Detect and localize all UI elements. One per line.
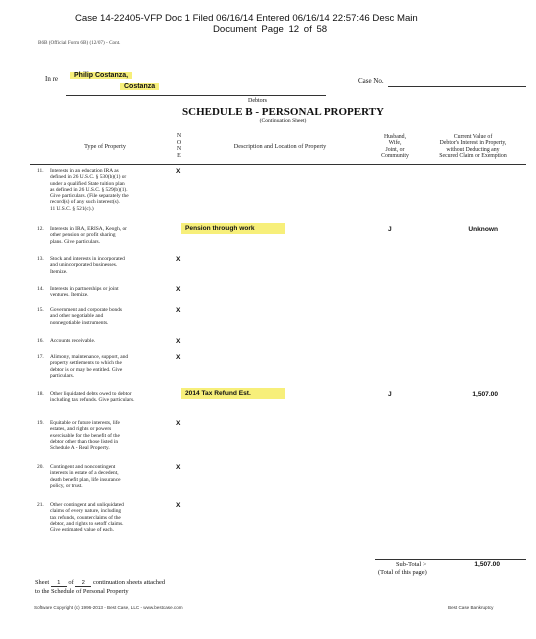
property-type-label	[50, 354, 175, 379]
none-letter: N	[176, 146, 182, 153]
property-type-line: claims of every nature, including	[50, 508, 122, 515]
property-type-label	[50, 168, 175, 212]
ownership-code: J	[388, 391, 392, 398]
property-type-line: Alimony, maintenance, support, and	[50, 354, 129, 360]
property-type-line: nonnegotiable instruments.	[50, 319, 109, 326]
property-type-line: including tax refunds. Give particulars.	[50, 397, 135, 404]
property-type-line: Itemize.	[50, 268, 68, 275]
none-letter: N	[176, 133, 182, 139]
property-type-line: particulars.	[50, 372, 75, 379]
row-number: 14.	[37, 286, 44, 292]
property-type-line: Stock and interests in incorporated	[50, 256, 125, 262]
debtors-caption: Debtors	[248, 98, 267, 104]
value-header-line: without Deducting any	[446, 146, 500, 153]
property-type-line: exercisable for the benefit of the	[50, 432, 120, 439]
property-type-line: ventures. Itemize.	[50, 292, 89, 299]
sheet-line2: to the Schedule of Personal Property	[35, 588, 129, 595]
property-type-line: estates, and rights or powers	[50, 426, 112, 433]
property-type-line: other pension or profit sharing	[50, 232, 116, 239]
hwjc-line: Joint, or	[385, 146, 405, 153]
property-type-label	[50, 391, 175, 404]
debtor-name-underline	[66, 95, 326, 96]
property-type-line: death benefit plan, life insurance	[50, 476, 121, 483]
footer-brand: Best Case Bankruptcy	[448, 605, 494, 610]
property-type-label	[50, 307, 175, 326]
none-mark: X	[176, 168, 181, 175]
sheet-number: 1	[51, 580, 67, 587]
row-number: 15.	[37, 307, 44, 313]
col-hwjc-header	[372, 134, 418, 160]
value-header-line: Debtor's Interest in Property,	[439, 140, 507, 147]
col-type-header: Type of Property	[84, 143, 126, 150]
debtor-name-1: Philip Costanza,	[70, 72, 132, 79]
property-value: 1,507.00	[472, 391, 498, 398]
property-type-line: tax refunds, counterclaims of the	[50, 514, 121, 521]
col-description-header: Description and Location of Property	[233, 143, 327, 150]
debtor-name-2: Costanza	[120, 83, 159, 90]
none-letter: O	[176, 139, 182, 146]
row-number: 21.	[37, 502, 44, 508]
sheet-prefix: Sheet	[35, 579, 50, 586]
table-top-rule	[30, 164, 526, 165]
property-type-line: Give particulars. (File separately the	[50, 193, 129, 200]
property-type-line: property settlements to which the	[50, 360, 122, 367]
sheet-info	[35, 579, 165, 587]
none-mark: X	[176, 338, 181, 345]
property-type-label	[50, 256, 175, 275]
property-type-line: defined in 26 U.S.C. § 530(b)(1) or	[50, 174, 127, 181]
subtotal-rule	[375, 559, 526, 560]
row-number: 17.	[37, 354, 44, 360]
none-mark: X	[176, 307, 181, 314]
row-number: 18.	[37, 391, 44, 397]
row-number: 20.	[37, 464, 44, 470]
property-type-line: under a qualified State tuition plan	[50, 180, 125, 187]
row-number: 16.	[37, 338, 44, 344]
hwjc-line: Community	[381, 153, 409, 160]
property-type-line: Schedule A - Real Property.	[50, 445, 110, 452]
property-type-line: Give estimated value of each.	[50, 527, 114, 534]
property-type-label	[50, 502, 175, 533]
col-value-header	[420, 134, 526, 160]
property-type-line: Equitable or future interests, life	[50, 420, 120, 426]
sheet-of: of	[68, 579, 74, 586]
property-description: Pension through work	[181, 223, 285, 234]
property-type-line: policy, or trust.	[50, 482, 83, 489]
row-number: 12.	[37, 226, 44, 232]
property-type-line: record(s) of any such interest(s).	[50, 199, 120, 206]
property-type-line: Government and corporate bonds	[50, 307, 123, 313]
hwjc-line: Husband,	[383, 134, 407, 140]
property-type-label	[50, 464, 175, 489]
value-header-line: Secured Claim or Exemption	[439, 153, 507, 160]
schedule-title: SCHEDULE B - PERSONAL PROPERTY	[182, 106, 384, 118]
ownership-code: J	[388, 226, 392, 233]
property-type-line: Accounts receivable.	[50, 338, 96, 344]
sheet-total: 2	[75, 580, 91, 587]
value-header-line: Current Value of	[453, 134, 493, 140]
property-type-line: debtor other than those listed in	[50, 438, 119, 445]
in-re-label: In re	[45, 75, 59, 83]
property-type-line: 11 U.S.C. § 521(c).)	[50, 205, 94, 212]
hwjc-line: Wife,	[388, 140, 402, 147]
case-header-line2: Document Page 12 of 58	[213, 24, 328, 35]
property-type-line: interests in estate of a decedent,	[50, 470, 119, 477]
property-value: Unknown	[468, 226, 498, 233]
property-type-label	[50, 286, 175, 299]
none-mark: X	[176, 286, 181, 293]
none-mark: X	[176, 464, 181, 471]
subtotal-note: (Total of this page)	[378, 569, 427, 576]
property-type-line: Other contingent and unliquidated	[50, 502, 124, 508]
property-type-line: debtor, and rights to setoff claims.	[50, 520, 124, 527]
none-letter: E	[177, 152, 181, 159]
subtotal-label: Sub-Total >	[396, 561, 427, 568]
property-type-line: Interests in partnerships or joint	[50, 286, 119, 292]
property-type-line: Interests in an education IRA as	[50, 168, 119, 174]
property-type-line: Contingent and noncontingent	[50, 464, 116, 470]
case-no-label: Case No.	[358, 77, 384, 85]
property-type-label	[50, 338, 175, 344]
property-type-label	[50, 420, 175, 451]
property-type-line: as defined in 26 U.S.C. § 529(b)(1).	[50, 186, 128, 193]
none-mark: X	[176, 256, 181, 263]
property-type-line: Other liquidated debts owed to debtor	[50, 391, 132, 397]
case-no-underline	[388, 86, 526, 87]
sheet-suffix: continuation sheets attached	[92, 579, 166, 586]
row-number: 19.	[37, 420, 44, 426]
schedule-subtitle: (Continuation Sheet)	[259, 118, 307, 124]
case-header-line1: Case 14-22405-VFP Doc 1 Filed 06/16/14 Entered 06/16/14 22:57:46 Desc Main	[75, 13, 418, 24]
none-mark: X	[176, 354, 181, 361]
property-type-line: and other negotiable and	[50, 313, 104, 320]
row-number: 13.	[37, 256, 44, 262]
property-type-line: Interests in IRA, ERISA, Keogh, or	[50, 226, 127, 232]
property-type-line: debtor is or may be entitled. Give	[50, 366, 123, 373]
subtotal-value: 1,507.00	[474, 561, 500, 568]
footer-copyright: Software Copyright (c) 1996-2013 - Best Case, LLC - www.bestcase.com	[34, 605, 183, 610]
property-type-line: and unincorporated businesses.	[50, 262, 118, 269]
property-type-label	[50, 226, 175, 245]
property-description: 2014 Tax Refund Est.	[181, 388, 285, 399]
property-type-line: plans. Give particulars.	[50, 238, 100, 245]
col-none-header	[170, 133, 188, 159]
form-id: B6B (Official Form 6B) (12/07) - Cont.	[38, 40, 121, 46]
row-number: 11.	[37, 168, 44, 174]
none-mark: X	[176, 502, 181, 509]
none-mark: X	[176, 420, 181, 427]
